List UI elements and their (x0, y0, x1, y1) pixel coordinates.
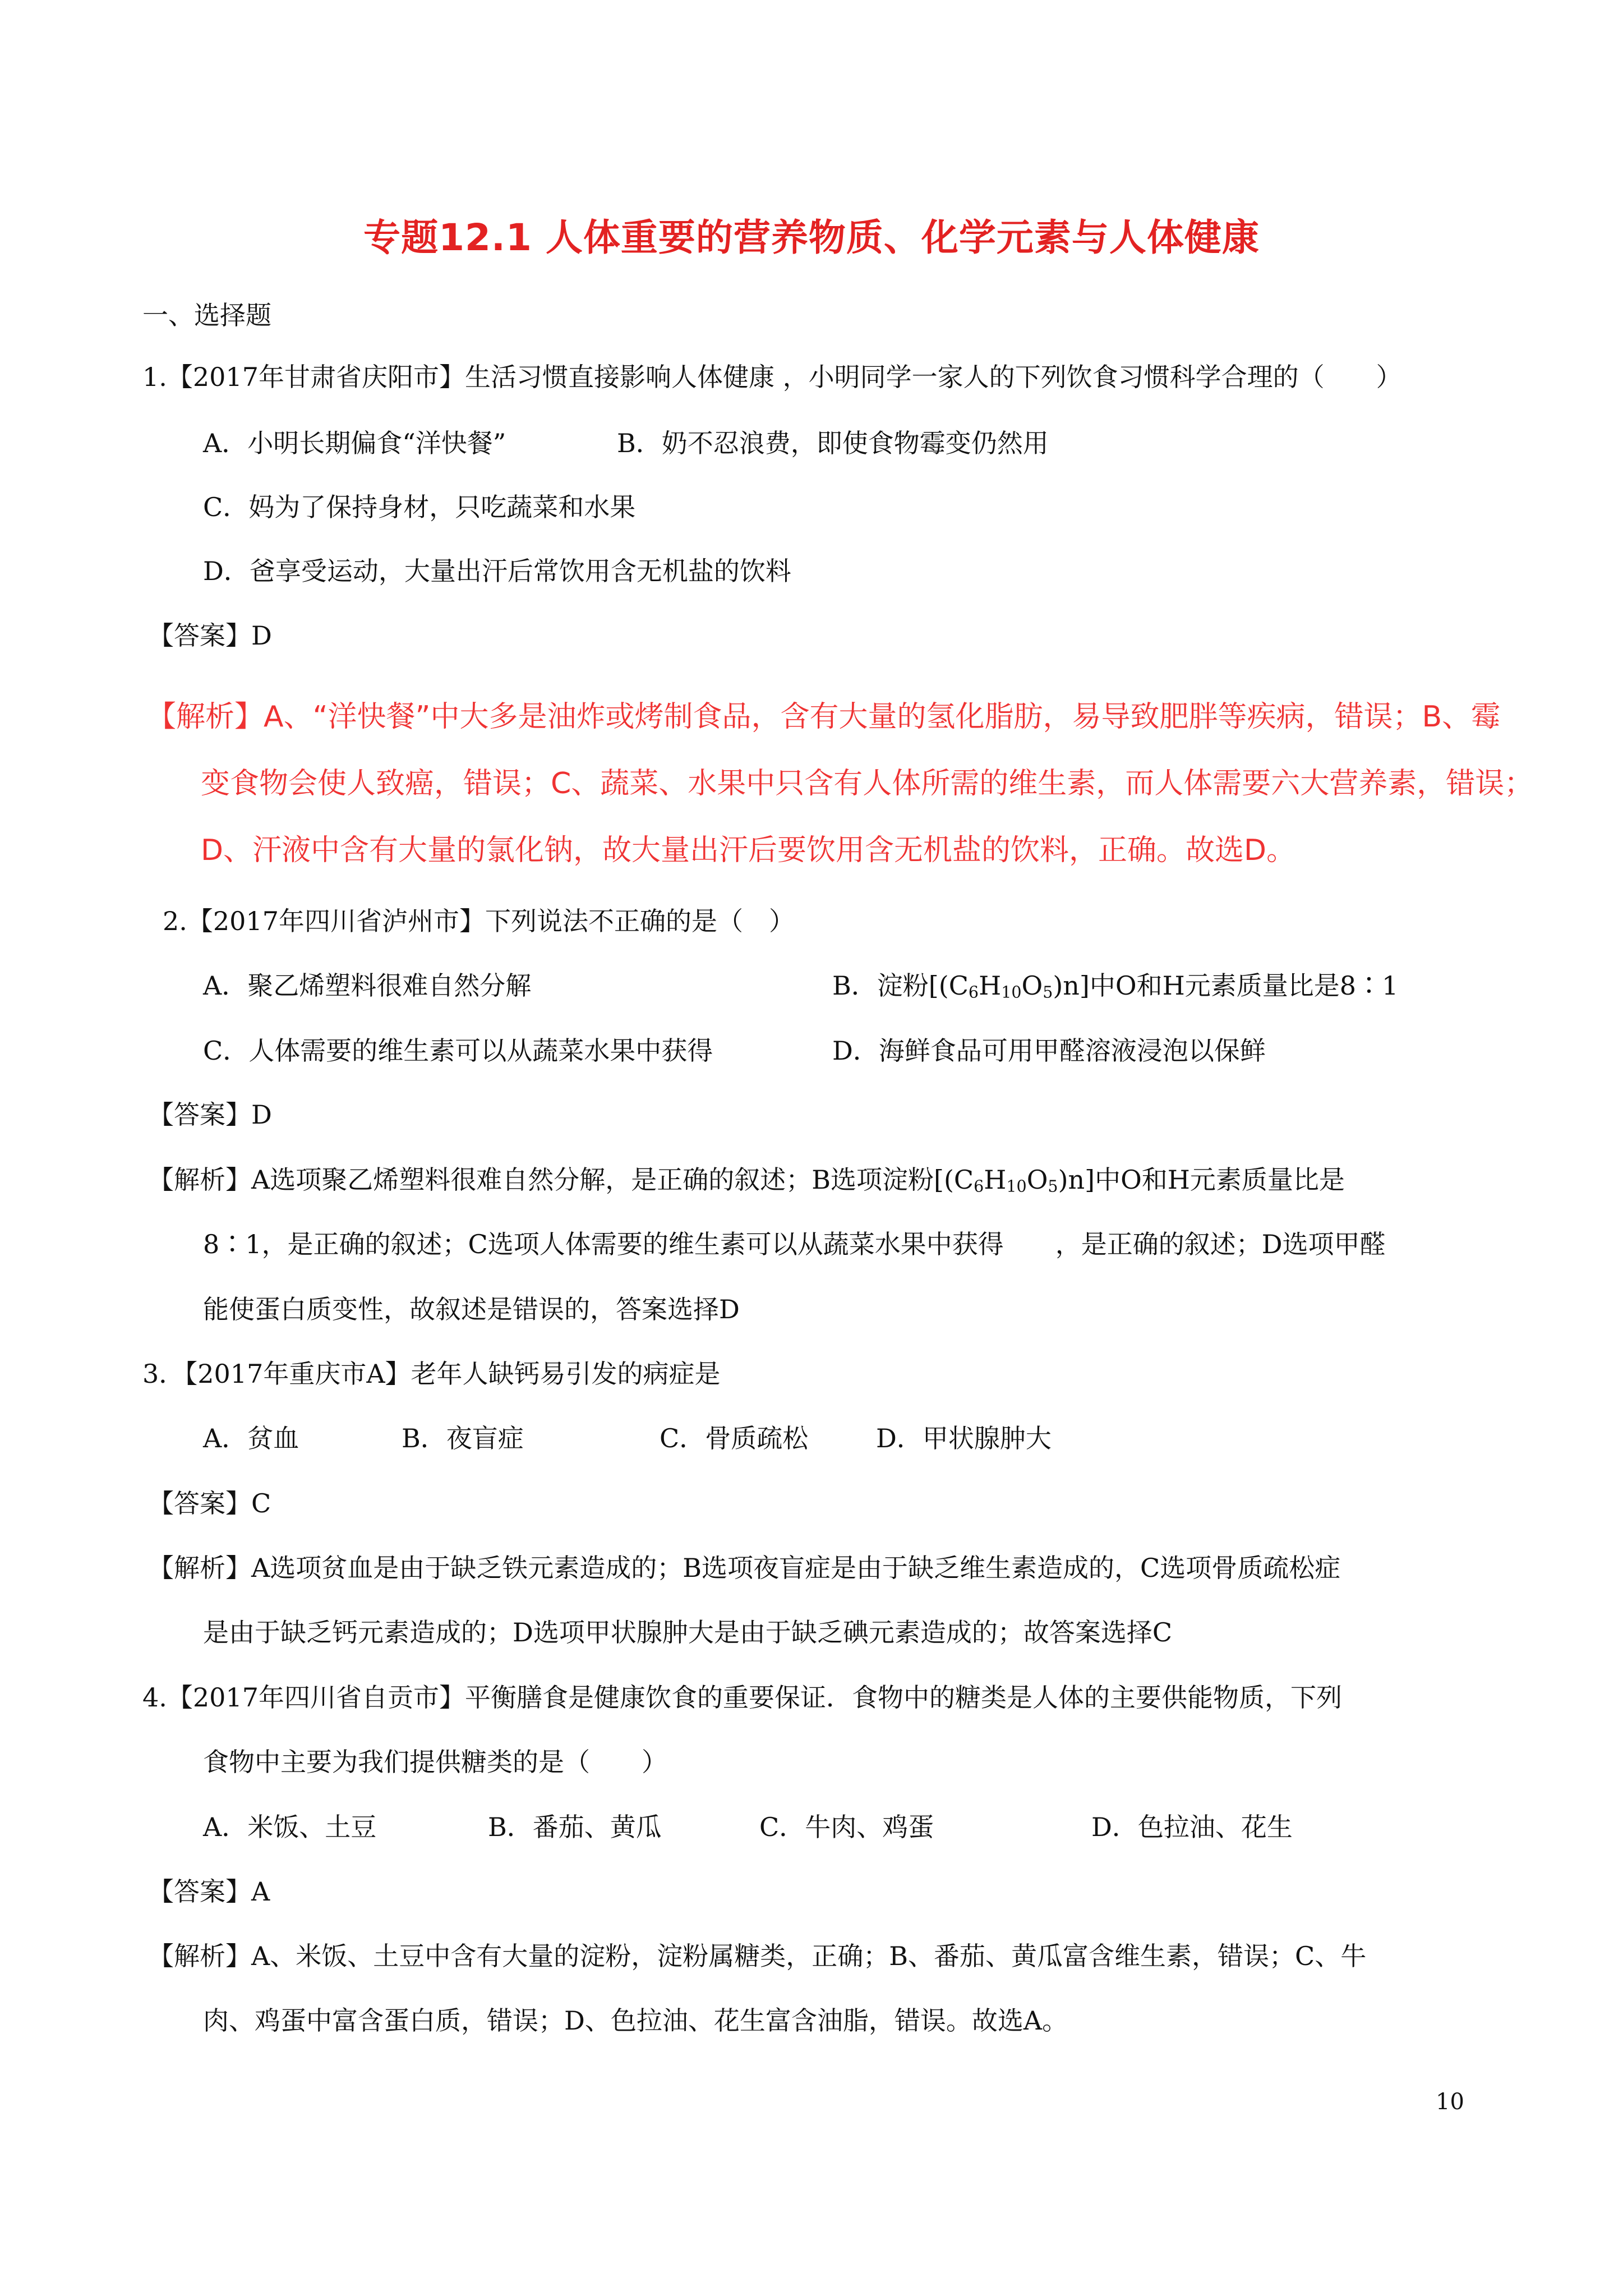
section-heading: 一、选择题 (142, 300, 271, 330)
q4-option-d: D．色拉油、花生 (1091, 1812, 1293, 1842)
q2-option-b (832, 969, 1398, 1010)
q2-option-b-text: B．淀粉[(C (832, 970, 969, 1001)
q2-analysis-line-3: 能使蛋白质变性，故叙述是错误的，答案选择D (203, 1294, 740, 1324)
q2-analysis-line-1 (148, 1163, 1345, 1204)
q3-stem: 3．【2017年重庆市A】老年人缺钙易引发的病症是 (142, 1359, 721, 1389)
q4-option-c: C．牛肉、鸡蛋 (759, 1812, 934, 1842)
q2-answer: 【答案】D (148, 1099, 272, 1130)
element-h: H (984, 1165, 1007, 1195)
subscript-5: 5 (1048, 1177, 1058, 1196)
q3-answer: 【答案】C (148, 1488, 271, 1519)
q2-option-a: A．聚乙烯塑料很难自然分解 (203, 970, 532, 1001)
q2-option-c: C．人体需要的维生素可以从蔬菜水果中获得 (203, 1036, 713, 1066)
element-o: O (1021, 970, 1043, 1001)
q1-analysis-line-2: 变食物会使人致癌，错误；C、蔬菜、水果中只含有人体所需的维生素，而人体需要六大营养素，错误； (201, 767, 1534, 800)
q3-analysis-line-1: 【解析】A选项贫血是由于缺乏铁元素造成的；B选项夜盲症是由于缺乏维生素造成的，C选项骨质疏松症 (148, 1553, 1341, 1583)
q4-analysis-line-1: 【解析】A、米饭、土豆中含有大量的淀粉，淀粉属糖类，正确；B、番茄、黄瓜富含维生素，错误；C、牛 (148, 1941, 1367, 1971)
q1-analysis-line-3: D、汗液中含有大量的氯化钠，故大量出汗后要饮用含无机盐的饮料，正确。故选D。 (201, 834, 1296, 867)
page-number: 10 (1436, 2089, 1464, 2115)
q1-answer: 【答案】D (148, 620, 272, 651)
q2-analysis-tail: )n]中O和H元素质量比是 (1058, 1165, 1345, 1195)
subscript-6: 6 (968, 983, 979, 1002)
q4-answer: 【答案】A (148, 1876, 270, 1907)
q2-analysis-text: 【解析】A选项聚乙烯塑料很难自然分解，是正确的叙述；B选项淀粉[(C (148, 1165, 974, 1195)
q2-analysis-line-2: 8∶1，是正确的叙述；C选项人体需要的维生素可以从蔬菜水果中获得 ，是正确的叙述；D选项甲醛 (203, 1229, 1386, 1259)
q1-analysis-line-1: 【解析】A、“洋快餐”中大多是油炸或烤制食品，含有大量的氢化脂肪，易导致肥胖等疾病，错误；B、霉 (147, 700, 1501, 734)
page-title: 专题12.1 人体重要的营养物质、化学元素与人体健康 (363, 216, 1260, 259)
q3-option-b: B．夜盲症 (402, 1423, 524, 1453)
q2-option-b-tail: )n]中O和H元素质量比是8∶1 (1053, 970, 1399, 1001)
q1-option-b: B．奶不忍浪费，即使食物霉变仍然用 (617, 428, 1049, 458)
subscript-10: 10 (1006, 1177, 1027, 1196)
q3-option-d: D．甲状腺肿大 (876, 1423, 1052, 1453)
subscript-5: 5 (1043, 983, 1053, 1002)
subscript-10: 10 (1001, 983, 1022, 1002)
q4-stem-line-1: 4.【2017年四川省自贡市】平衡膳食是健康饮食的重要保证．食物中的糖类是人体的主要供能物质，下列 (142, 1682, 1342, 1713)
q3-option-c: C．骨质疏松 (660, 1423, 809, 1453)
q1-stem: 1.【2017年甘肃省庆阳市】生活习惯直接影响人体健康 ，小明同学一家人的下列饮食习惯科学合理的（ ） (142, 362, 1402, 392)
element-h: H (979, 970, 1002, 1001)
q4-stem-line-2: 食物中主要为我们提供糖类的是（ ） (203, 1747, 667, 1777)
q4-analysis-line-2: 肉、鸡蛋中富含蛋白质，错误；D、色拉油、花生富含油脂，错误。故选A。 (203, 2005, 1068, 2036)
q4-option-b: B．番茄、黄瓜 (488, 1812, 662, 1842)
q1-option-d: D．爸享受运动，大量出汗后常饮用含无机盐的饮料 (203, 556, 791, 586)
element-o: O (1026, 1165, 1048, 1195)
q1-option-c: C．妈为了保持身材，只吃蔬菜和水果 (203, 492, 636, 522)
q3-option-a: A．贫血 (203, 1423, 299, 1453)
q4-option-a: A．米饭、土豆 (203, 1812, 377, 1842)
subscript-6: 6 (974, 1177, 984, 1196)
q1-option-a: A．小明长期偏食“洋快餐” (203, 428, 506, 458)
q2-stem: 2.【2017年四川省泸州市】下列说法不正确的是（ ） (163, 906, 795, 936)
q2-option-d: D．海鲜食品可用甲醛溶液浸泡以保鲜 (832, 1036, 1266, 1066)
q3-analysis-line-2: 是由于缺乏钙元素造成的；D选项甲状腺肿大是由于缺乏碘元素造成的；故答案选择C (203, 1617, 1173, 1648)
